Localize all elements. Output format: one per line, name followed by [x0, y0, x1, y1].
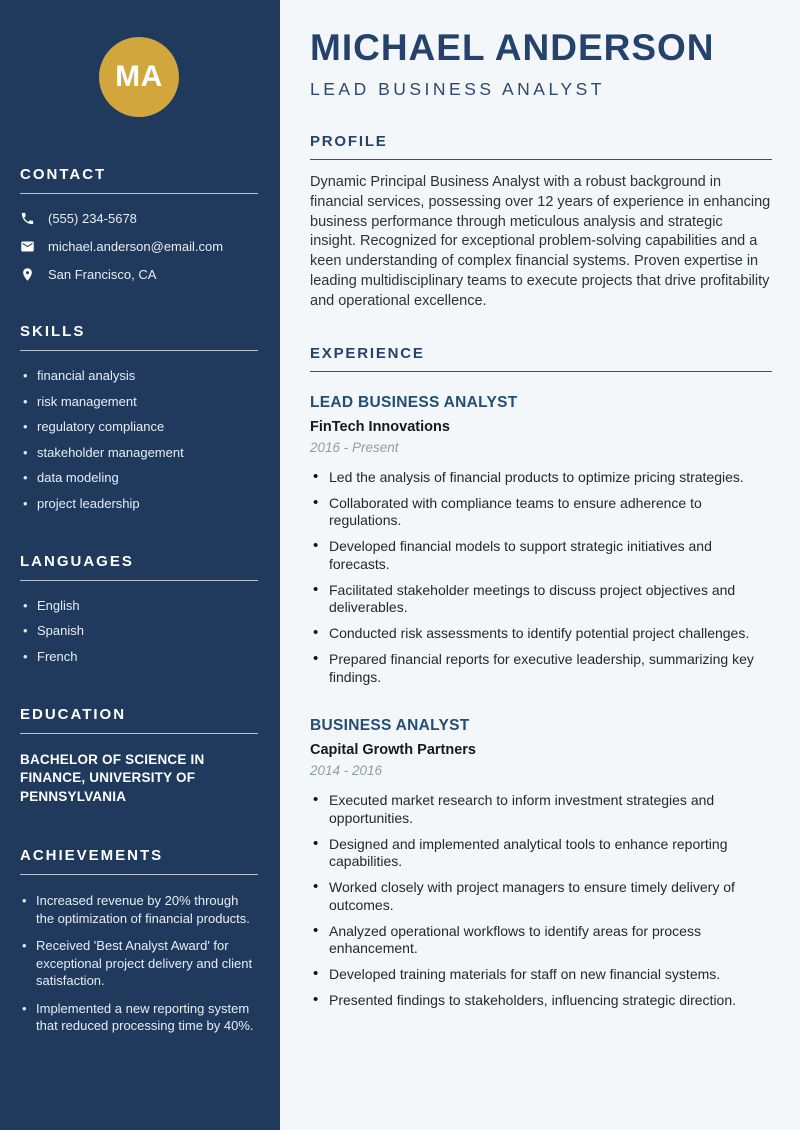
skill-item: • financial analysis — [20, 368, 258, 384]
job-bullet: • Prepared financial reports for executive leadership, summarizing key findings. — [310, 651, 772, 686]
job-bullet: • Presented findings to stakeholders, influencing strategic direction. — [310, 992, 772, 1010]
skills-heading: SKILLS — [20, 323, 86, 340]
location-value: San Francisco, CA — [48, 267, 157, 282]
section-divider — [20, 193, 258, 194]
skill-item: • project leadership — [20, 496, 258, 512]
language-item: • English — [20, 598, 258, 614]
profile-text: Dynamic Principal Business Analyst with a robust background in financial services, possessing over 12 years of experience in enhancing business performance through meticulous analysis and strategic insight. Recognized for exceptional problem-solving capabilities and a keen understanding of complex financial systems. Proven expertise in leading multidisciplinary teams to execute projects that drive profitability and operational excellence. — [310, 174, 771, 309]
job-entry — [310, 394, 772, 687]
job-dates: 2014 - 2016 — [310, 763, 383, 779]
profile-heading: PROFILE — [310, 133, 772, 160]
skill-item: • regulatory compliance — [20, 419, 258, 435]
job-bullet: • Developed training materials for staff on new financial systems. — [310, 966, 772, 984]
skills-list — [20, 368, 258, 512]
skill-item: • risk management — [20, 394, 258, 410]
language-item: • Spanish — [20, 623, 258, 639]
section-divider — [20, 350, 258, 351]
experience-heading: EXPERIENCE — [310, 345, 772, 372]
job-bullet: • Developed financial models to support strategic initiatives and forecasts. — [310, 538, 772, 573]
email-icon — [20, 239, 35, 254]
skill-item: • data modeling — [20, 470, 258, 486]
job-bullets — [310, 792, 772, 1010]
section-divider — [20, 580, 258, 581]
job-bullet: • Collaborated with compliance teams to ensure adherence to regulations. — [310, 495, 772, 530]
avatar-initials: MA — [115, 60, 163, 93]
job-entry — [310, 717, 772, 1010]
main-content — [280, 0, 800, 1130]
job-bullet: • Analyzed operational workflows to identify areas for process enhancement. — [310, 923, 772, 958]
skills-section — [20, 323, 258, 512]
language-item: • French — [20, 649, 258, 665]
location-icon — [20, 267, 35, 282]
section-divider — [20, 874, 258, 875]
email-value: michael.anderson@email.com — [48, 239, 224, 254]
contact-section — [20, 166, 258, 282]
education-degree: BACHELOR OF SCIENCE IN FINANCE, UNIVERSITY OF PENNSYLVANIA — [20, 751, 205, 804]
contact-email-row — [20, 239, 258, 254]
achievements-list — [20, 892, 258, 1035]
job-title: BUSINESS ANALYST — [310, 717, 470, 735]
job-bullets — [310, 469, 772, 687]
phone-value: (555) 234-5678 — [48, 211, 137, 226]
avatar — [99, 37, 179, 117]
phone-icon — [20, 211, 35, 226]
candidate-name: MICHAEL ANDERSON — [310, 27, 715, 68]
achievement-item: • Increased revenue by 20% through the optimization of financial products. — [20, 892, 258, 927]
achievements-section — [20, 847, 258, 1035]
languages-section — [20, 553, 258, 665]
contact-heading: CONTACT — [20, 166, 107, 183]
job-company: FinTech Innovations — [310, 418, 450, 435]
job-title: LEAD BUSINESS ANALYST — [310, 393, 518, 411]
education-heading: EDUCATION — [20, 705, 127, 723]
job-bullet: • Led the analysis of financial products to optimize pricing strategies. — [310, 469, 772, 487]
job-bullet: • Conducted risk assessments to identify potential project challenges. — [310, 625, 772, 643]
achievement-item: • Implemented a new reporting system that reduced processing time by 40%. — [20, 1000, 258, 1035]
contact-phone-row — [20, 211, 258, 226]
achievement-item: • Received 'Best Analyst Award' for exceptional project delivery and client satisfaction. — [20, 937, 258, 990]
languages-list — [20, 598, 258, 665]
section-divider — [20, 733, 258, 734]
job-company: Capital Growth Partners — [310, 742, 476, 759]
skill-item: • stakeholder management — [20, 445, 258, 461]
education-section — [20, 706, 258, 807]
job-bullet: • Facilitated stakeholder meetings to discuss project objectives and deliverables. — [310, 582, 772, 617]
job-dates: 2016 - Present — [310, 439, 399, 455]
sidebar — [0, 0, 280, 1130]
candidate-title: LEAD BUSINESS ANALYST — [310, 79, 605, 99]
achievements-heading: ACHIEVEMENTS — [20, 847, 164, 864]
languages-heading: LANGUAGES — [20, 552, 134, 570]
job-bullet: • Worked closely with project managers to ensure timely delivery of outcomes. — [310, 879, 772, 914]
job-bullet: • Designed and implemented analytical tools to enhance reporting capabilities. — [310, 836, 772, 871]
job-bullet: • Executed market research to inform investment strategies and opportunities. — [310, 792, 772, 827]
contact-location-row — [20, 267, 258, 282]
